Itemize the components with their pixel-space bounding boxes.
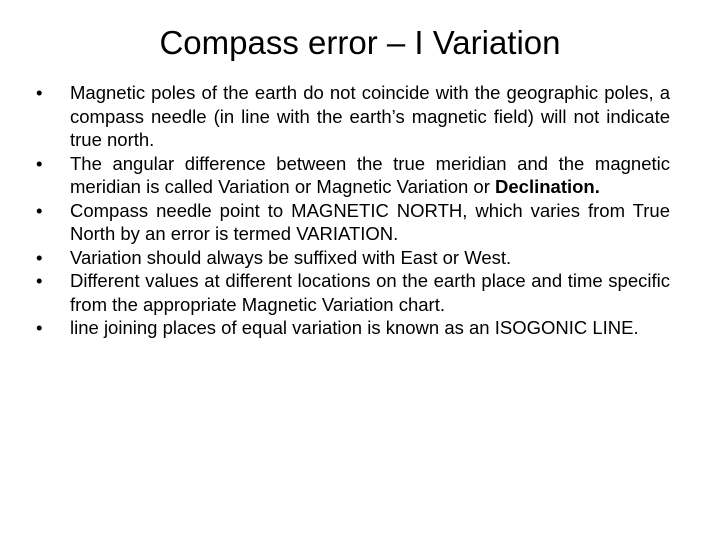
bullet-item bbox=[36, 246, 670, 270]
bullet-item bbox=[36, 269, 670, 316]
bullet-text: Magnetic poles of the earth do not coincide with the geographic poles, a compass needle (in line with the earth’s magnetic field) will not indicate true north. bbox=[70, 82, 670, 150]
bullet-list bbox=[36, 81, 670, 340]
bullet-item bbox=[36, 199, 670, 246]
bullet-text: The angular difference between the true meridian and the magnetic meridian is called Variation or Magnetic Variation or bbox=[70, 152, 670, 197]
bullet-marker: • bbox=[36, 199, 43, 221]
bullet-item bbox=[36, 316, 670, 340]
slide-title: Compass error – I Variation bbox=[159, 24, 561, 61]
bullet-text: Different values at different locations on the earth place and time specific from the appropriate Magnetic Variation chart. bbox=[70, 270, 670, 315]
bullet-text: Compass needle point to MAGNETIC NORTH, which varies from True North by an error is termed VARIATION. bbox=[70, 199, 670, 244]
bullet-text: line joining places of equal variation is known as an ISOGONIC LINE. bbox=[70, 317, 639, 338]
bullet-marker: • bbox=[36, 152, 43, 174]
bullet-text: Variation should always be suffixed with East or West. bbox=[70, 246, 512, 268]
bullet-marker: • bbox=[36, 246, 43, 268]
bullet-item bbox=[36, 152, 670, 199]
bullet-bold-text: Declination. bbox=[495, 176, 600, 197]
bullet-marker: • bbox=[36, 317, 43, 338]
bullet-marker: • bbox=[36, 270, 43, 291]
bullet-marker: • bbox=[36, 82, 43, 103]
bullet-item bbox=[36, 81, 670, 152]
